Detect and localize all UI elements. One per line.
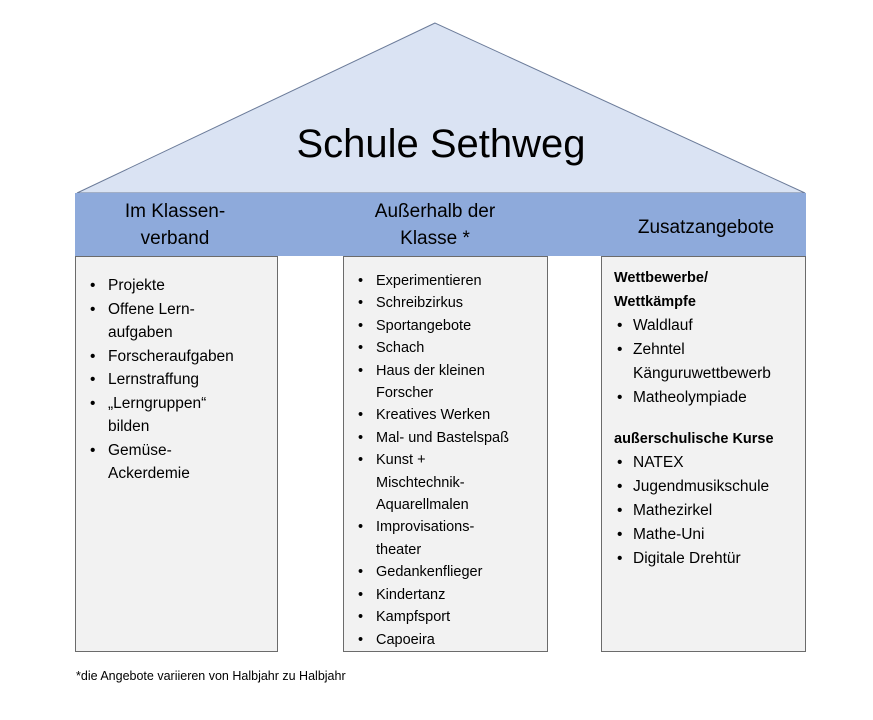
- list-item: • Kreatives Werken: [354, 404, 547, 426]
- list-item: • Forscheraufgaben: [86, 345, 277, 369]
- column-header-2: Außerhalb der Klasse *: [374, 201, 496, 249]
- list-item: • Improvisations- theater: [354, 516, 547, 561]
- list-item: • Mathezirkel: [614, 499, 805, 523]
- list-item: • Kunst + Mischtechnik- Aquarellmalen: [354, 449, 547, 516]
- list-item: • „Lerngruppen“ bilden: [86, 392, 277, 439]
- column-header-3: Zusatzangebote: [637, 217, 775, 238]
- list-item: • Mathe-Uni: [614, 523, 805, 547]
- list-item: • Schreibzirkus: [354, 292, 547, 314]
- footnote: *die Angebote variieren von Halbjahr zu Halbjahr: [76, 669, 346, 683]
- section-heading-wettbewerbe: Wettbewerbe/ Wettkämpfe: [614, 270, 709, 310]
- pillar-zusatzangebote: [601, 256, 806, 652]
- pillar-im-klassenverband: [75, 256, 278, 652]
- list-item: • Matheolympiade: [614, 386, 805, 410]
- list-item: • Experimentieren: [354, 270, 547, 292]
- list-item: • Projekte: [86, 274, 277, 298]
- list-item: • Haus der kleinen Forscher: [354, 360, 547, 405]
- pillar-3-list-kurse: [614, 451, 805, 571]
- list-item: • Kampfsport: [354, 606, 547, 628]
- pillar-1-list: [86, 274, 277, 486]
- list-item: • Mal- und Bastelspaß: [354, 427, 547, 449]
- list-item: • Capoeira: [354, 629, 547, 651]
- diagram-title: Schule Sethweg: [296, 122, 586, 166]
- list-item: • Zehntel Känguruwettbewerb: [614, 338, 805, 386]
- list-item: • Digitale Drehtür: [614, 547, 805, 571]
- list-item: • Offene Lern- aufgaben: [86, 298, 277, 345]
- list-item: • Waldlauf: [614, 314, 805, 338]
- section-spacer: [614, 410, 805, 427]
- list-item: • Gedankenflieger: [354, 561, 547, 583]
- section-heading-kurse: außerschulische Kurse: [614, 431, 774, 447]
- list-item: • Schach: [354, 337, 547, 359]
- column-header-1: Im Klassen- verband: [124, 201, 226, 249]
- list-item: • Lernstraffung: [86, 368, 277, 392]
- pillar-2-list: [354, 270, 547, 651]
- list-item: • Jugendmusikschule: [614, 475, 805, 499]
- pillar-ausserhalb-der-klasse: [343, 256, 548, 652]
- list-item: • Kindertanz: [354, 584, 547, 606]
- list-item: • NATEX: [614, 451, 805, 475]
- list-item: • Gemüse- Ackerdemie: [86, 439, 277, 486]
- pillar-3-list-wettbewerbe: [614, 314, 805, 410]
- list-item: • Sportangebote: [354, 315, 547, 337]
